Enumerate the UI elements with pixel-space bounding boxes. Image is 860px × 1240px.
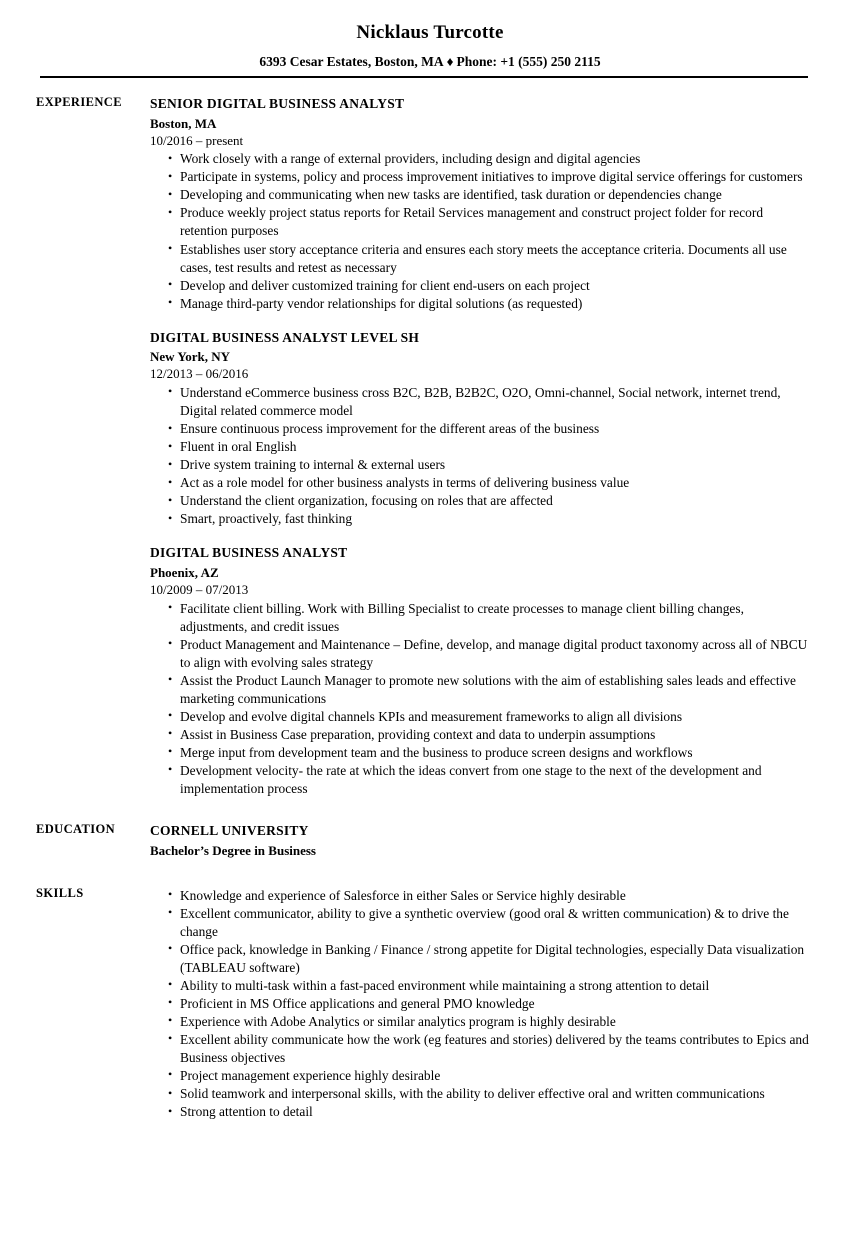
- section-label-experience: EXPERIENCE: [36, 95, 122, 110]
- job-dates: 12/2013 – 06/2016: [150, 366, 249, 382]
- job-dates: 10/2016 – present: [150, 132, 244, 148]
- job-title: SENIOR DIGITAL BUSINESS ANALYST: [150, 96, 405, 112]
- list-item: • Develop and evolve digital channels KPIs and measurement frameworks to align all divisions: [150, 708, 812, 726]
- section-skills: [0, 886, 860, 1121]
- list-item: • Knowledge and experience of Salesforce in either Sales or Service highly desirable: [150, 887, 812, 905]
- job-location: Boston, MA: [150, 115, 217, 131]
- job-title: DIGITAL BUSINESS ANALYST LEVEL SH: [150, 329, 420, 345]
- job-responsibilities-list: [150, 150, 812, 312]
- education-label-column: [0, 822, 150, 838]
- job-location: Phoenix, AZ: [150, 565, 219, 581]
- job-entry: [150, 544, 812, 798]
- section-label-education: EDUCATION: [36, 821, 116, 836]
- contact-address: 6393 Cesar Estates, Boston, MA: [259, 53, 444, 69]
- list-item: • Develop and deliver customized training for client end-users on each project: [150, 277, 812, 295]
- list-item: • Development velocity- the rate at which the ideas convert from one stage to the next of the development and implementation process: [150, 762, 812, 798]
- list-item: • Excellent communicator, ability to give a synthetic overview (good oral & written communication) & to drive the change: [150, 905, 812, 941]
- list-item: • Act as a role model for other business analysts in terms of delivering business value: [150, 474, 812, 492]
- list-item: • Office pack, knowledge in Banking / Finance / strong appetite for Digital technologies, especially Data visualization (TABLEAU software): [150, 941, 812, 977]
- contact-line: [0, 54, 860, 70]
- list-item: • Project management experience highly desirable: [150, 1067, 812, 1085]
- job-entry: [150, 95, 812, 313]
- list-item: • Manage third-party vendor relationships for digital solutions (as requested): [150, 295, 812, 313]
- section-label-skills: SKILLS: [36, 885, 84, 900]
- list-item: • Ensure continuous process improvement for the different areas of the business: [150, 420, 812, 438]
- job-spacer: [150, 313, 812, 329]
- education-content: [150, 822, 860, 860]
- list-item: • Assist in Business Case preparation, providing context and data to underpin assumptions: [150, 726, 812, 744]
- job-title: DIGITAL BUSINESS ANALYST: [150, 545, 348, 561]
- list-item: • Assist the Product Launch Manager to promote new solutions with the aim of establishing sales leads and effective marketing communications: [150, 672, 812, 708]
- job-location: New York, NY: [150, 349, 231, 365]
- list-item: • Produce weekly project status reports for Retail Services management and construct project folder for record retention purposes: [150, 204, 812, 240]
- experience-label-column: [0, 95, 150, 111]
- list-item: • Strong attention to detail: [150, 1103, 812, 1121]
- job-dates: 10/2009 – 07/2013: [150, 581, 249, 597]
- job-entry: [150, 329, 812, 529]
- list-item: • Product Management and Maintenance – Define, develop, and manage digital product taxonomy across all of NBCU to align with evolving sales strategy: [150, 636, 812, 672]
- list-item: • Ability to multi-task within a fast-paced environment while maintaining a strong attention to detail: [150, 977, 812, 995]
- resume-body: [0, 78, 860, 1121]
- contact-phone: Phone: +1 (555) 250 2115: [456, 53, 601, 69]
- list-item: • Solid teamwork and interpersonal skills, with the ability to deliver effective oral and written communications: [150, 1085, 812, 1103]
- list-item: • Excellent ability communicate how the work (eg features and stories) delivered by the teams contributes to Epics and Business objectives: [150, 1031, 812, 1067]
- section-experience: [0, 95, 860, 798]
- list-item: • Drive system training to internal & external users: [150, 456, 812, 474]
- section-spacer: [0, 860, 860, 886]
- list-item: • Facilitate client billing. Work with Billing Specialist to create processes to manage client billing changes, adjustments, and credit issues: [150, 600, 812, 636]
- diamond-separator-icon: ♦: [446, 53, 454, 69]
- list-item: • Experience with Adobe Analytics or similar analytics program is highly desirable: [150, 1013, 812, 1031]
- list-item: • Proficient in MS Office applications and general PMO knowledge: [150, 995, 812, 1013]
- section-spacer: [0, 798, 860, 822]
- education-degree: Bachelor’s Degree in Business: [150, 843, 316, 859]
- list-item: • Understand the client organization, focusing on roles that are affected: [150, 492, 812, 510]
- resume-header: [0, 0, 860, 78]
- job-responsibilities-list: [150, 600, 812, 798]
- list-item: • Establishes user story acceptance criteria and ensures each story meets the acceptance criteria. Documents all use cases, test results and retest as necessary: [150, 241, 812, 277]
- list-item: • Smart, proactively, fast thinking: [150, 510, 812, 528]
- education-school: CORNELL UNIVERSITY: [150, 822, 309, 838]
- experience-content: [150, 95, 860, 798]
- list-item: • Participate in systems, policy and process improvement initiatives to improve digital service offerings for customers: [150, 168, 812, 186]
- list-item: • Developing and communicating when new tasks are identified, task duration or dependencies change: [150, 186, 812, 204]
- section-education: [0, 822, 860, 860]
- list-item: • Merge input from development team and the business to produce screen designs and workflows: [150, 744, 812, 762]
- skills-content: [150, 886, 860, 1121]
- list-item: • Work closely with a range of external providers, including design and digital agencies: [150, 150, 812, 168]
- job-spacer: [150, 528, 812, 544]
- candidate-name: Nicklaus Turcotte: [356, 22, 504, 43]
- skills-list: [150, 887, 812, 1121]
- list-item: • Understand eCommerce business cross B2C, B2B, B2B2C, O2O, Omni-channel, Social network, internet trend, Digital related commerce model: [150, 384, 812, 420]
- job-responsibilities-list: [150, 384, 812, 528]
- skills-label-column: [0, 886, 150, 902]
- list-item: • Fluent in oral English: [150, 438, 812, 456]
